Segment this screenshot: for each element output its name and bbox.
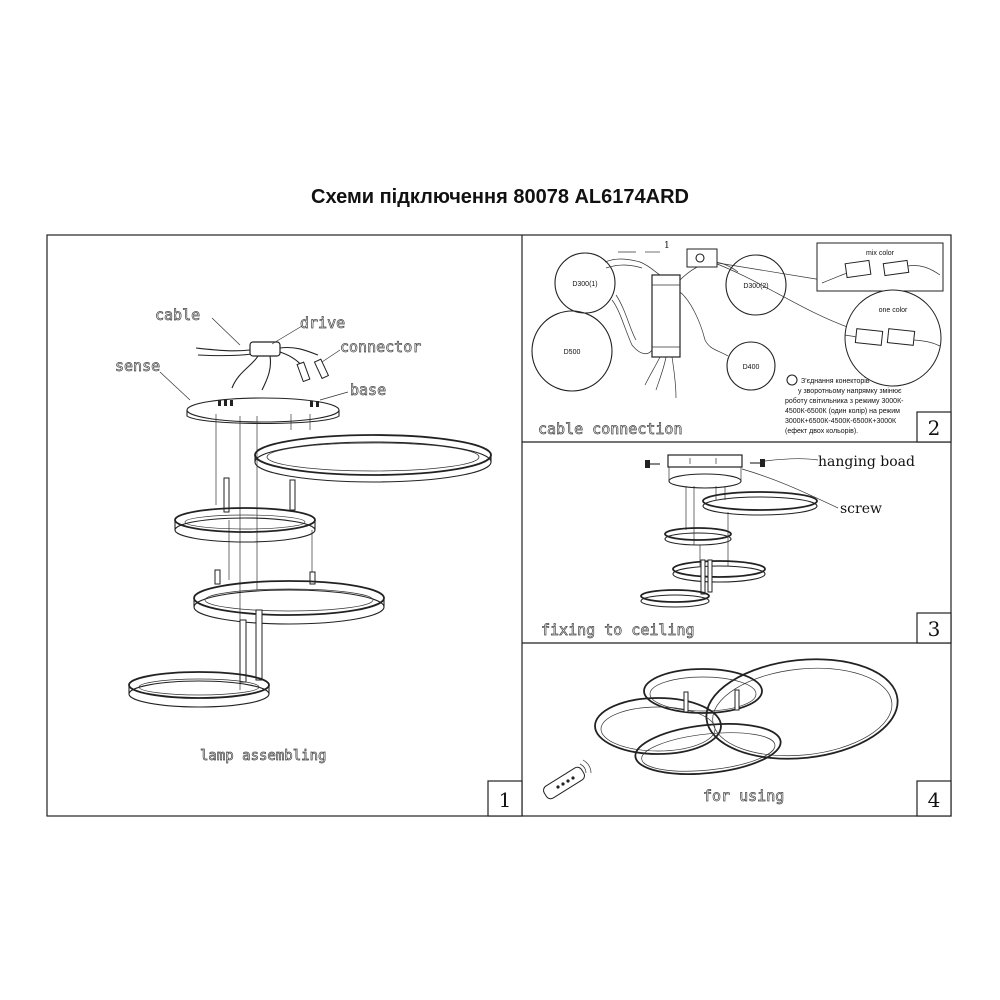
connector-rods-c [240, 610, 262, 682]
panel-4-number: 4 [927, 788, 941, 812]
panel-1-number: 1 [498, 788, 512, 812]
panel-1-number-box [488, 781, 522, 816]
note-line-6: (ефект двох кольорів). [785, 428, 859, 435]
ring-large-top [255, 435, 491, 482]
panel-2-number-box [917, 412, 951, 442]
suspension-wires [216, 414, 312, 690]
ring-d500-label: D500 [563, 349, 581, 356]
panel-4-caption: for using [703, 787, 785, 805]
panel-2-caption: cable connection [538, 420, 683, 438]
note-line-3: роботу світильника з режиму 3000К- [785, 398, 904, 405]
ceiling-ring-3 [673, 561, 765, 582]
ceiling-ring-4 [641, 590, 709, 607]
ring-d300-1-label: D300(1) [572, 281, 598, 288]
label-drive: drive [300, 314, 346, 332]
panel-4-number-box [917, 781, 951, 816]
panel-3-fixing-to-ceiling [541, 454, 915, 639]
ring-small [175, 508, 315, 542]
note-line-2: у зворотньому напрямку змінює [798, 388, 902, 395]
connector-detail-box [687, 249, 717, 267]
note-line-1: З'єднання конекторів [801, 378, 870, 385]
ring-bottom [129, 672, 269, 707]
panel-1-lamp-assembling [115, 306, 491, 764]
driver-box [196, 342, 328, 390]
label-base: base [350, 381, 387, 399]
note-line-4: 4500К-6500К (один колір) на режим [785, 408, 900, 415]
mix-color-label: mix color [865, 250, 895, 257]
panel-3-number-box [917, 613, 951, 643]
using-ring-large [701, 650, 902, 768]
connector-rods-a [224, 478, 295, 512]
one-color-label: one color [878, 307, 908, 314]
ring-d300-2-label: D300(2) [743, 283, 769, 290]
label-hanging-board: hanging boad [818, 454, 915, 470]
label-connector: connector [340, 338, 422, 356]
ceiling-ring-1 [703, 492, 817, 515]
remote-control-icon [542, 760, 591, 801]
label-cable: cable [155, 306, 201, 324]
panel-2-number: 2 [927, 416, 941, 440]
page-title: Схеми підключення 80078 AL6174ARD [311, 186, 689, 208]
label-screw: screw [840, 501, 882, 517]
panel-3-number: 3 [927, 617, 941, 641]
driver-unit [652, 275, 680, 357]
label-sense: sense [115, 357, 161, 375]
panel-2-cable-connection [532, 241, 943, 438]
ring-d400-label: D400 [742, 364, 760, 371]
top-mark: 1 [664, 241, 670, 251]
note-line-5: 3000К+6500К-4500К-6500К+3000К [785, 418, 897, 425]
rotate-icon [787, 375, 797, 385]
panel-4-for-using [542, 650, 903, 805]
panel-1-caption: lamp assembling [200, 748, 327, 764]
base-plate [187, 398, 339, 424]
hanging-board [668, 455, 742, 488]
ring-medium [194, 581, 384, 624]
ceiling-ring-2 [665, 528, 731, 545]
panel-3-caption: fixing to ceiling [541, 621, 695, 639]
